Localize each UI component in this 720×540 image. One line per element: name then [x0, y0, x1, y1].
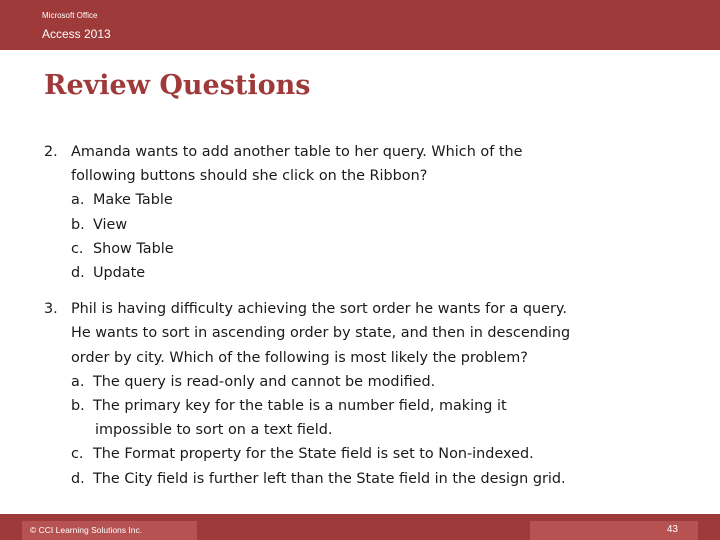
- answer-option: [44, 213, 684, 237]
- option-text: Make Table: [93, 192, 173, 209]
- question-number: 3.: [44, 301, 58, 318]
- option-text-continuation: impossible to sort on a text field.: [95, 422, 333, 439]
- option-letter: c.: [71, 240, 84, 257]
- question-2: [44, 140, 684, 285]
- answer-option: [44, 261, 684, 285]
- option-text: Show Table: [93, 240, 174, 257]
- answer-option: [44, 237, 684, 261]
- answer-option: [44, 394, 684, 418]
- copyright-text: © CCI Learning Solutions Inc.: [30, 525, 143, 535]
- question-text-line: Amanda wants to add another table to her query. Which of the: [71, 144, 523, 160]
- option-letter: b.: [71, 398, 85, 415]
- option-letter: b.: [71, 216, 85, 233]
- page-number: 43: [666, 524, 678, 535]
- footer-copyright-box: [22, 521, 197, 540]
- option-text: View: [93, 216, 128, 233]
- question-text-line: He wants to sort in ascending order by state, and then in descending: [71, 325, 571, 342]
- option-letter: d.: [71, 265, 85, 282]
- footer-page-box: [530, 521, 698, 540]
- option-text: The primary key for the table is a number field, making it: [93, 398, 507, 415]
- question-text-line: Phil is having difficulty achieving the sort order he wants for a query.: [71, 301, 567, 318]
- slide-title: Review Questions: [44, 70, 311, 101]
- option-letter: c.: [71, 446, 84, 463]
- slide-header-bar: [0, 0, 720, 50]
- product-name: Access 2013: [42, 27, 111, 41]
- option-text: The query is read-only and cannot be modified.: [93, 373, 436, 390]
- option-text: Update: [93, 265, 146, 282]
- option-text: The City field is further left than the State field in the design grid.: [93, 470, 566, 487]
- answer-option: [44, 442, 684, 466]
- question-text-line: order by city. Which of the following is most likely the problem?: [71, 349, 528, 366]
- question-number: 2.: [44, 144, 58, 160]
- brand-name: Microsoft Office: [42, 11, 98, 20]
- answer-option: [44, 467, 684, 491]
- option-letter: a.: [71, 373, 85, 390]
- answer-option: [44, 188, 684, 212]
- option-letter: a.: [71, 192, 85, 209]
- answer-option: [44, 370, 684, 394]
- slide-body: [44, 140, 684, 491]
- question-text-line: following buttons should she click on the Ribbon?: [71, 168, 428, 185]
- slide-footer-bar: [0, 514, 720, 540]
- option-letter: d.: [71, 470, 85, 487]
- option-text: The Format property for the State field is set to Non-indexed.: [93, 446, 534, 463]
- question-3: [44, 297, 684, 491]
